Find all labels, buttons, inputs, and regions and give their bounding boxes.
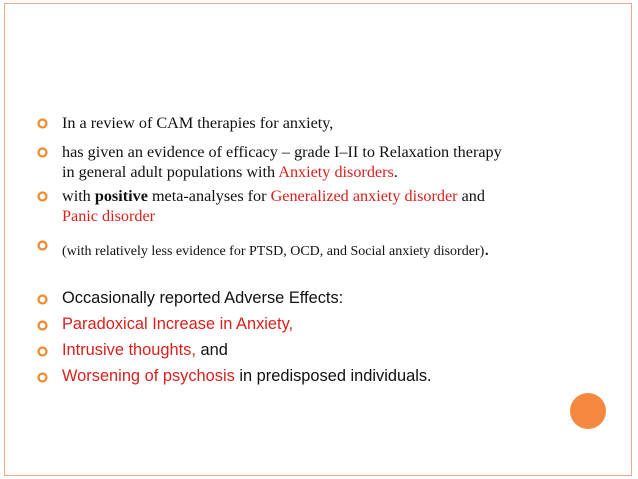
bullet-3-text-2: meta-analyses for — [147, 187, 271, 205]
intrusive-thoughts-term: Intrusive thoughts, — [62, 341, 196, 359]
paradoxical-increase-text: Paradoxical Increase in Anxiety, — [62, 315, 294, 333]
ring-bullet-icon — [37, 346, 48, 357]
bullet-4-period: . — [484, 238, 490, 260]
bullet-7-and: and — [195, 341, 228, 359]
bullet-2-text: in general adult populations with — [62, 163, 279, 181]
ring-bullet-icon — [37, 372, 48, 383]
bullet-1-text: In a review of CAM therapies for anxiety, — [62, 114, 334, 132]
ring-bullet-icon — [37, 118, 48, 129]
orange-circle-decoration — [570, 393, 606, 429]
bullet-4-text — [62, 238, 489, 261]
bullet-4-main: (with relatively less evidence for PTSD, OCD, and Social anxiety disorder) — [62, 244, 485, 259]
ring-bullet-icon — [37, 320, 48, 331]
bullet-7-text — [62, 341, 228, 360]
bullet-8-text — [62, 367, 432, 386]
bullet-3-line-1 — [62, 187, 485, 206]
bullet-8-rest: in predisposed individuals. — [234, 367, 432, 385]
ring-bullet-icon — [37, 191, 48, 202]
bullet-2-line-1: has given an evidence of efficacy – grade I–II to Relaxation therapy — [62, 143, 502, 161]
adverse-effects-heading: Occasionally reported Adverse Effects: — [62, 289, 344, 307]
positive-emphasis: positive — [94, 187, 148, 205]
ring-bullet-icon — [37, 240, 48, 251]
bullet-3-text-3: and — [457, 187, 485, 205]
bullet-2-period: . — [393, 163, 398, 181]
bullet-2-line-2 — [62, 163, 398, 182]
ring-bullet-icon — [37, 147, 48, 158]
ring-bullet-icon — [37, 294, 48, 305]
worsening-psychosis-term: Worsening of psychosis — [62, 367, 235, 385]
gad-term: Generalized anxiety disorder — [270, 187, 458, 205]
bullet-3-text: with — [62, 187, 95, 205]
panic-disorder-term: Panic disorder — [62, 207, 156, 225]
anxiety-disorders-term: Anxiety disorders — [278, 163, 394, 181]
